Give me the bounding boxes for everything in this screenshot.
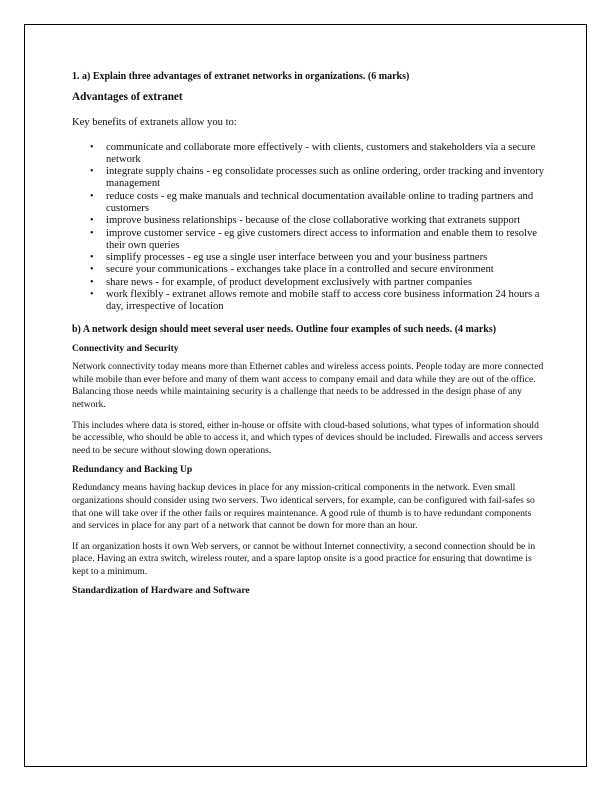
list-item (72, 215, 547, 227)
list-item (72, 191, 547, 216)
list-item-text: improve customer service - eg give customers direct access to information and enable them to resolve their own queries (106, 227, 537, 251)
paragraph: Redundancy means having backup devices in place for any mission-critical components in the network. Even small organizations should consider using two servers. Two identical servers, for example, can be configured with fail-safes so that one will take over if the other fails or requires maintenance. A good rule of thumb is to have redundant components and services in place for any part of a network that cannot be down for more than an hour. (72, 482, 535, 532)
document-content (72, 71, 547, 597)
heading-advantages: Advantages of extranet (72, 90, 183, 103)
list-item (72, 142, 547, 167)
list-item-text: integrate supply chains - eg consolidate processes such as online ordering, order tracking and inventory management (106, 166, 545, 190)
list-item-text: share news - for example, of product development exclusively with partner companies (106, 276, 472, 288)
bullet-icon: • (90, 141, 94, 153)
bullet-icon: • (90, 289, 94, 301)
list-item (72, 277, 547, 289)
benefits-list (72, 142, 547, 314)
bullet-icon: • (90, 227, 94, 239)
bullet-icon: • (90, 276, 94, 288)
list-item (72, 228, 547, 253)
list-item (72, 289, 547, 314)
list-item (72, 264, 547, 276)
intro-text: Key benefits of extranets allow you to: (72, 116, 237, 128)
section-heading-standardization: Standardization of Hardware and Software (72, 585, 250, 597)
list-item-text: work flexibly - extranet allows remote and mobile staff to access core business information 24 hours a day, irrespective of location (106, 289, 540, 313)
list-item (72, 252, 547, 264)
list-item-text: reduce costs - eg make manuals and technical documentation available online to trading partners and customers (106, 190, 534, 214)
list-item-text: simplify processes - eg use a single user interface between you and your business partners (106, 252, 488, 264)
list-item-text: improve business relationships - because of the close collaborative working that extranets support (106, 215, 521, 227)
section-heading-connectivity: Connectivity and Security (72, 343, 179, 355)
paragraph: If an organization hosts it own Web servers, or cannot be without Internet connectivity, a second connection should be in place. Having an extra switch, wireless router, and a spare laptop onsite is a good practice for ensuring that downtime is kept to a minimum. (72, 540, 536, 577)
list-item-text: secure your communications - exchanges take place in a controlled and secure environment (106, 264, 494, 276)
paragraph: Network connectivity today means more than Ethernet cables and wireless access points. People today are more connected while mobile than ever before and many of them want access to company email and data while they are out of the office. Balancing those needs while maintaining security is a challenge that needs to be addressed in the design phase of any network. (72, 361, 544, 410)
section-heading-redundancy: Redundancy and Backing Up (72, 464, 193, 476)
list-item (72, 166, 547, 191)
question-a: 1. a) Explain three advantages of extranet networks in organizations. (6 marks) (72, 71, 410, 82)
list-item-text: communicate and collaborate more effectively - with clients, customers and stakeholders via a secure network (106, 141, 536, 165)
question-b: b) A network design should meet several user needs. Outline four examples of such needs. (4 marks) (72, 323, 497, 335)
paragraph: This includes where data is stored, either in-house or offsite with cloud-based solutions, what types of information should be accessible, who should be able to access it, and which types of devices should be included. Firewalls and access servers need to be secure without slowing down operations. (72, 419, 543, 456)
bullet-icon: • (90, 190, 94, 202)
bullet-icon: • (90, 264, 94, 276)
bullet-icon: • (90, 215, 94, 227)
bullet-icon: • (90, 166, 94, 178)
bullet-icon: • (90, 252, 94, 264)
